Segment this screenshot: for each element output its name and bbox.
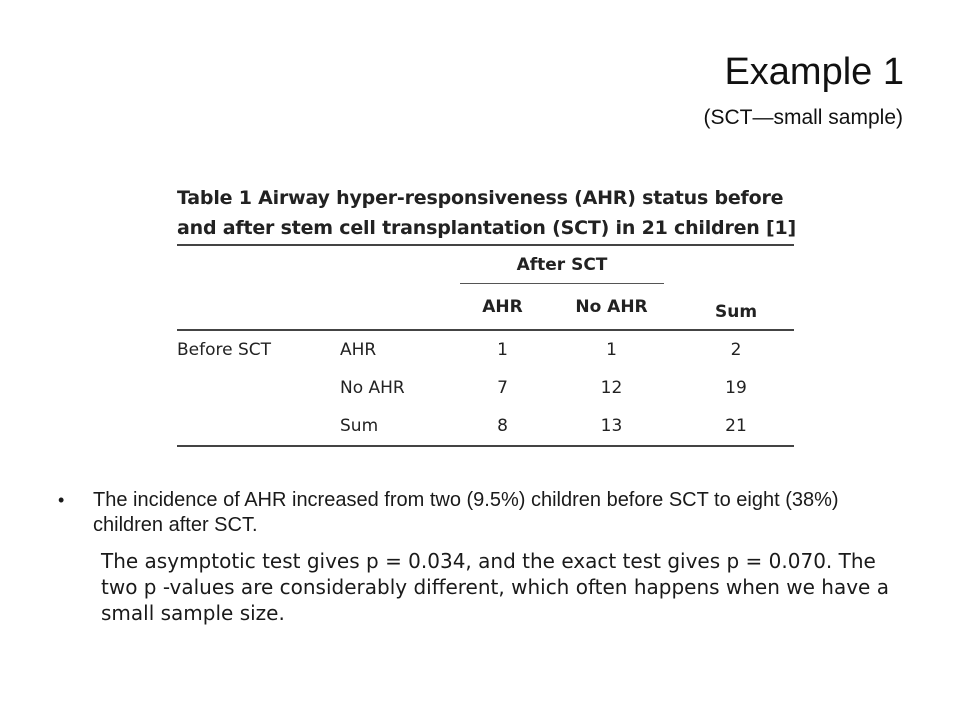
explanation-paragraph: The asymptotic test gives p = 0.034, and the exact test gives p = 0.070. The two p -values are considerably different, which often happens when we have a small sample size. <box>101 549 889 625</box>
table-cell: 1 <box>497 340 508 360</box>
table-cell: 19 <box>725 378 747 398</box>
row-label: AHR <box>340 340 377 360</box>
bullet-list <box>58 488 908 538</box>
group-header-after-sct: After SCT <box>460 247 664 284</box>
slide-subtitle: (SCT—small sample) <box>703 106 903 129</box>
table-row <box>177 369 794 407</box>
table-cell: 1 <box>606 340 617 360</box>
table-row <box>177 330 794 369</box>
table-cell: 21 <box>725 416 747 436</box>
row-label: Sum <box>340 416 379 436</box>
row-group-label: Before SCT <box>177 340 272 360</box>
bullet-text: The incidence of AHR increased from two (9.5%) children before SCT to eight (38%) children after SCT. <box>93 489 839 536</box>
table-cell: 7 <box>497 378 508 398</box>
slide-title: Example 1 <box>724 51 904 93</box>
table-cell: 2 <box>730 340 742 360</box>
table-header-row-2 <box>177 284 794 330</box>
bullet-icon: • <box>58 490 65 510</box>
table-row <box>177 407 794 446</box>
column-header-sum: Sum <box>714 302 758 322</box>
table-cell: 8 <box>497 416 508 436</box>
table-cell: 12 <box>600 378 623 398</box>
table-caption-line-2: and after stem cell transplantation (SCT) in 21 children [1] <box>177 217 797 239</box>
column-header-ahr: AHR <box>482 296 523 317</box>
column-header-no-ahr: No AHR <box>575 296 648 317</box>
table-caption <box>177 183 797 243</box>
table-header-row-1 <box>177 245 794 284</box>
table-figure <box>177 183 797 447</box>
table-caption-line-1: Table 1 Airway hyper-responsiveness (AHR) status before <box>177 187 784 209</box>
bullet-item <box>58 488 908 538</box>
row-label: No AHR <box>340 378 405 398</box>
data-table <box>177 244 794 447</box>
table-cell: 13 <box>600 416 623 436</box>
